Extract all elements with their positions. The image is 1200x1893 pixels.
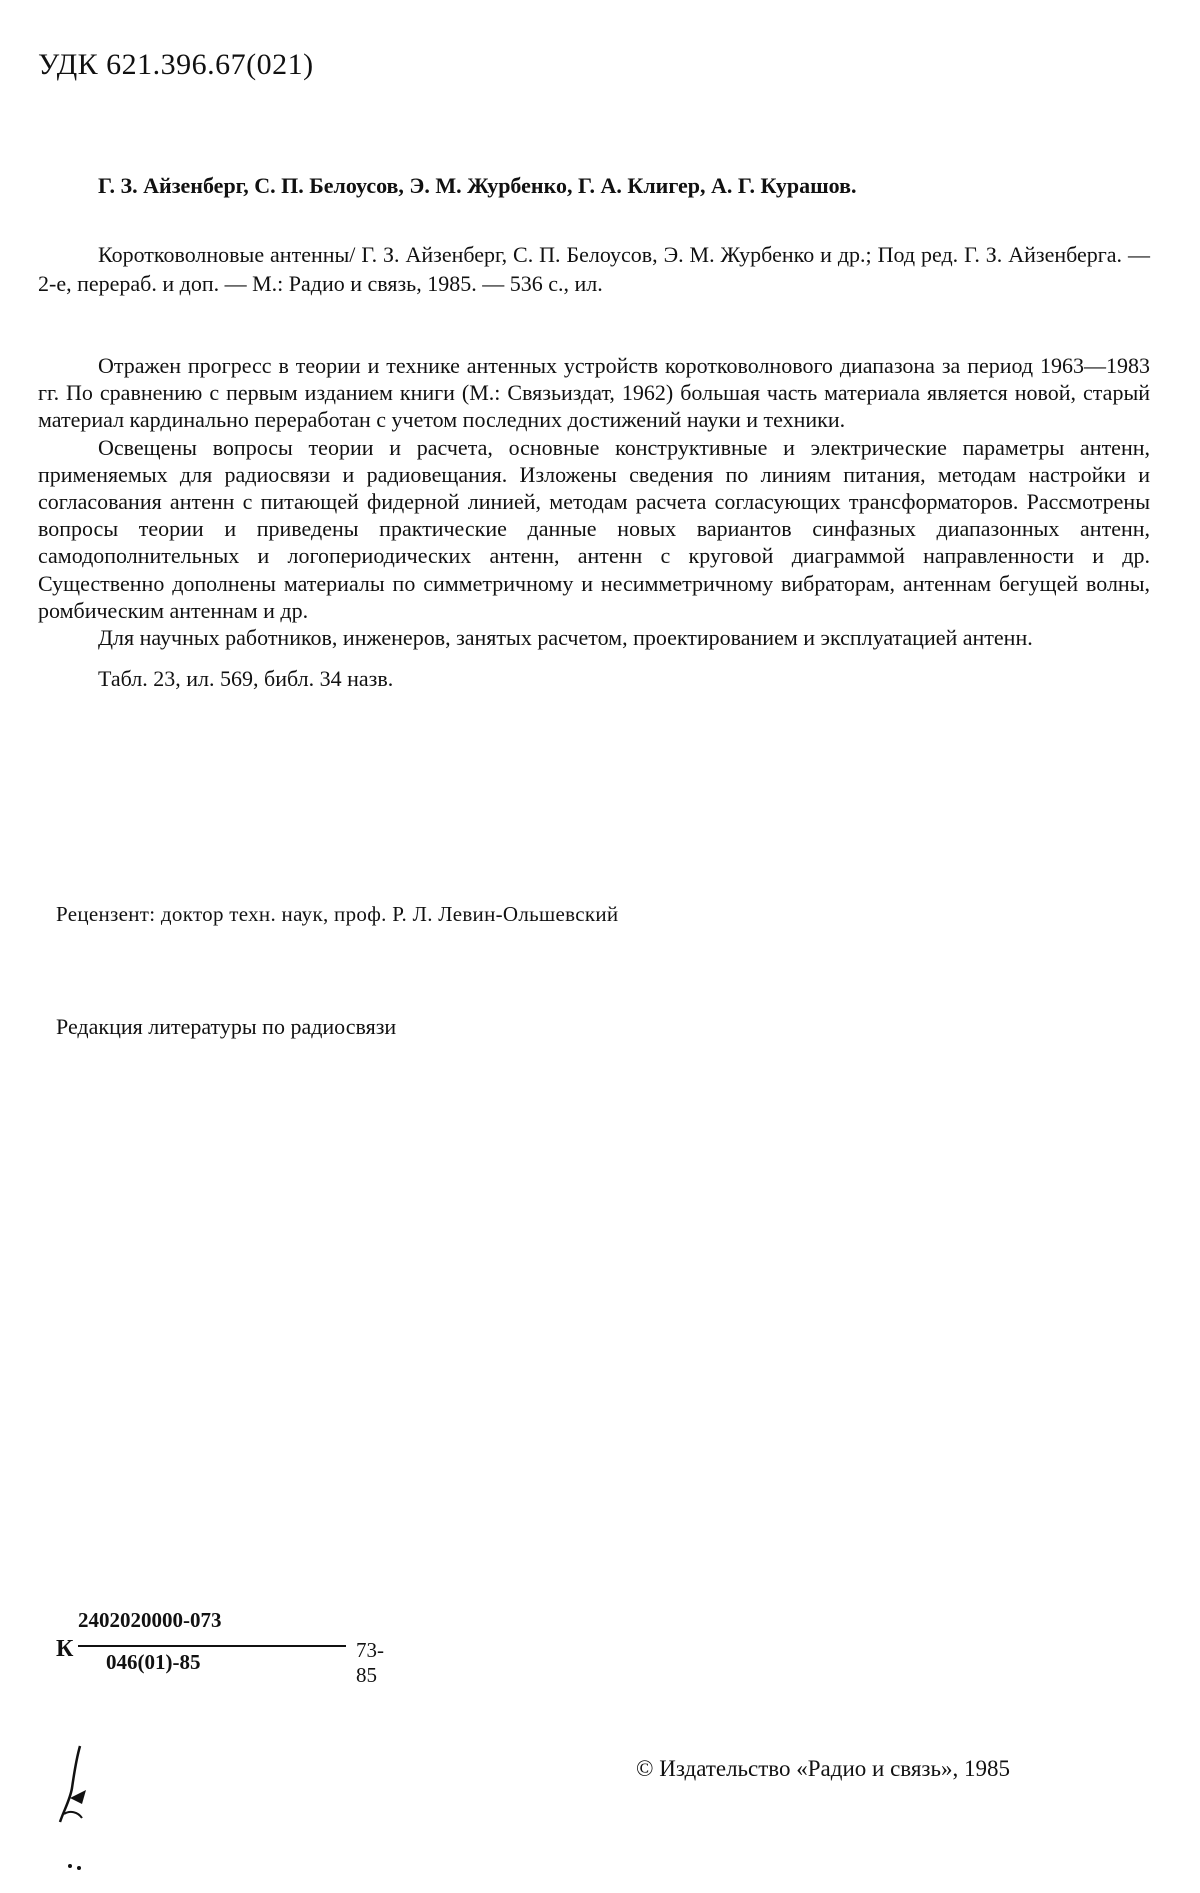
dot-mark-icon — [64, 1858, 88, 1872]
reviewer-line: Рецензент: доктор техн. наук, проф. Р. Л. Левин-Ольшевский — [56, 902, 619, 926]
fraction-bar — [78, 1645, 346, 1647]
bibliographic-description: Коротковолновые антенны/ Г. З. Айзенберг, С. П. Белоусов, Э. М. Журбенко и др.; Под ред. Г. З. Айзенберга. — 2-е, перераб. и доп. — М.: Радио и связь, 1985. — 536 с., ил. — [38, 242, 1150, 296]
annotation-paragraph: Отражен прогресс в теории и технике антенных устройств коротковолнового диапазона за период 1963—1983 гг. По сравнению с первым изданием книги (М.: Связьиздат, 1962) большая часть материала является новой, старый материал кардинально переработан с учетом последних достижений науки и техники. — [38, 353, 1150, 433]
editorial-office: Редакция литературы по радиосвязи — [56, 1014, 397, 1039]
code-letter: К — [56, 1636, 74, 1662]
annotation-paragraph: Для научных работников, инженеров, занятых расчетом, проектированием и эксплуатацией антенн. — [98, 625, 1033, 651]
authors-line: Г. З. Айзенберг, С. П. Белоусов, Э. М. Журбенко, Г. А. Клигер, А. Г. Курашов. — [98, 173, 857, 198]
code-numerator: 2402020000-073 — [78, 1608, 222, 1632]
code-denominator: 046(01)-85 — [106, 1650, 201, 1674]
code-suffix: 73-85 — [356, 1638, 384, 1687]
udk-code: УДК 621.396.67(021) — [38, 48, 314, 81]
copyright-notice: © Издательство «Радио и связь», 1985 — [636, 1756, 1010, 1781]
publisher-mark-icon — [50, 1740, 110, 1850]
publication-code — [56, 1608, 396, 1688]
annotation — [38, 352, 1150, 692]
annotation-paragraph: Освещены вопросы теории и расчета, основные конструктивные и электрические параметры антенн, применяемых для радиосвязи и радиовещания. Изложены сведения по линиям питания, методам настройки и согласования антенн с питающей фидерной линией, методам расчета согласующих трансформаторов. Рассмотрены вопросы теории и приведены практические данные новых вариантов синфазных диапазонных антенн, самодополнительных и логопериодических антенн, антенн с круговой диаграммой направленности и др. Существенно дополнены материалы по симметричному и несимметричному вибраторам, антеннам бегущей волны, ромбическим антеннам и др. — [38, 434, 1150, 623]
tables-info: Табл. 23, ил. 569, библ. 34 назв. — [98, 666, 394, 692]
